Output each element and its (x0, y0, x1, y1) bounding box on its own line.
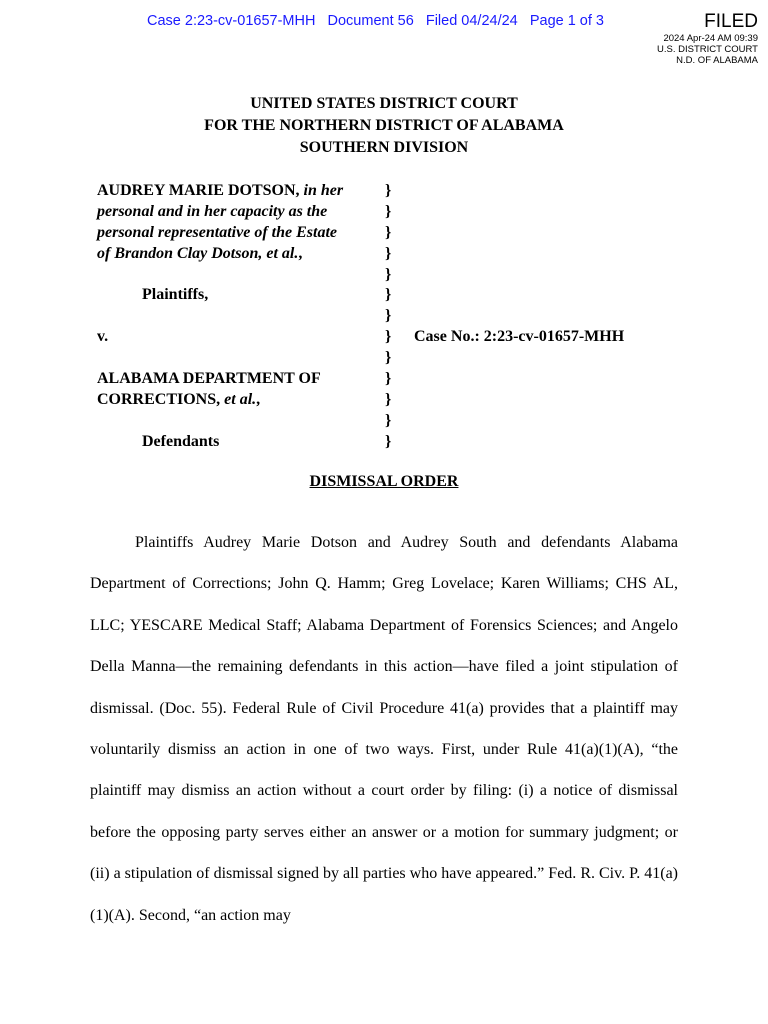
order-title: DISMISSAL ORDER (309, 473, 459, 490)
brace: } (385, 265, 392, 283)
filed-label: FILED (704, 11, 758, 32)
body-paragraph: Plaintiffs Audrey Marie Dotson and Audrey South and defendants Alabama Department of Corrections; John Q. Hamm; Greg Lovelace; Karen Williams; CHS AL, LLC; YESCARE Medical Staff; Alabama Department of Forensics Sciences; and Angelo Della Manna—the remaining defendants in this action—have filed a joint stipulation of dismissal. (Doc. 55). Federal Rule of Civil Procedure 41(a) provides that a plaintiff may voluntarily dismiss an action in one of two ways. First, under Rule 41(a)(1)(A), “the plaintiff may dismiss an action without a court order by filing: (i) a notice of dismissal before the opposing party serves either an answer or a motion for summary judgment; or (ii) a stipulation of dismissal signed by all parties who have appeared.” Fed. R. Civ. P. 41(a)(1)(A). Second, “an action may (90, 534, 678, 924)
court-line-3: SOUTHERN DIVISION (299, 139, 469, 156)
defendants-label: Defendants (142, 432, 220, 450)
brace: } (385, 223, 392, 241)
caption-parties (97, 181, 382, 453)
plaintiff-desc-3: personal representative of the Estate (97, 223, 337, 241)
plaintiff-desc-1: in her (299, 182, 344, 199)
brace: } (385, 202, 392, 220)
plaintiff-desc-2: personal and in her capacity as the (97, 202, 328, 220)
brace: } (385, 244, 392, 262)
brace: } (385, 182, 392, 199)
brace: } (385, 307, 392, 325)
filed-date: 2024 Apr-24 AM 09:39 (663, 33, 758, 44)
court-line-1: UNITED STATES DISTRICT COURT (250, 95, 518, 112)
order-body (90, 522, 678, 936)
defendant-end: , (256, 390, 261, 408)
brace: } (385, 432, 392, 450)
filed-stamp (657, 11, 758, 66)
filed-district: N.D. OF ALABAMA (676, 55, 758, 66)
brace: } (385, 390, 392, 408)
brace: } (385, 411, 392, 429)
defendant-etal: et al. (220, 390, 257, 408)
brace: } (385, 286, 392, 304)
court-heading (0, 93, 768, 159)
plaintiff-name: AUDREY MARIE DOTSON, (97, 182, 300, 199)
plaintiffs-label: Plaintiffs, (142, 286, 209, 304)
caption-braces (385, 181, 399, 453)
case-number: Case No.: 2:23-cv-01657-MHH (414, 328, 625, 345)
court-line-2: FOR THE NORTHERN DISTRICT OF ALABAMA (204, 117, 564, 134)
brace: } (385, 370, 392, 388)
versus-label: v. (97, 328, 109, 346)
brace: } (385, 328, 392, 346)
case-header-line: Case 2:23-cv-01657-MHH Document 56 Filed 04/24/24 Page 1 of 3 (147, 13, 604, 29)
plaintiff-desc-4-end: , (298, 244, 303, 262)
filed-court: U.S. DISTRICT COURT (657, 44, 758, 55)
brace: } (385, 349, 392, 367)
defendant-line-1: ALABAMA DEPARTMENT OF (97, 370, 321, 388)
plaintiff-desc-4: of Brandon Clay Dotson, et al. (97, 244, 299, 262)
defendant-line-2: CORRECTIONS, (97, 390, 221, 408)
